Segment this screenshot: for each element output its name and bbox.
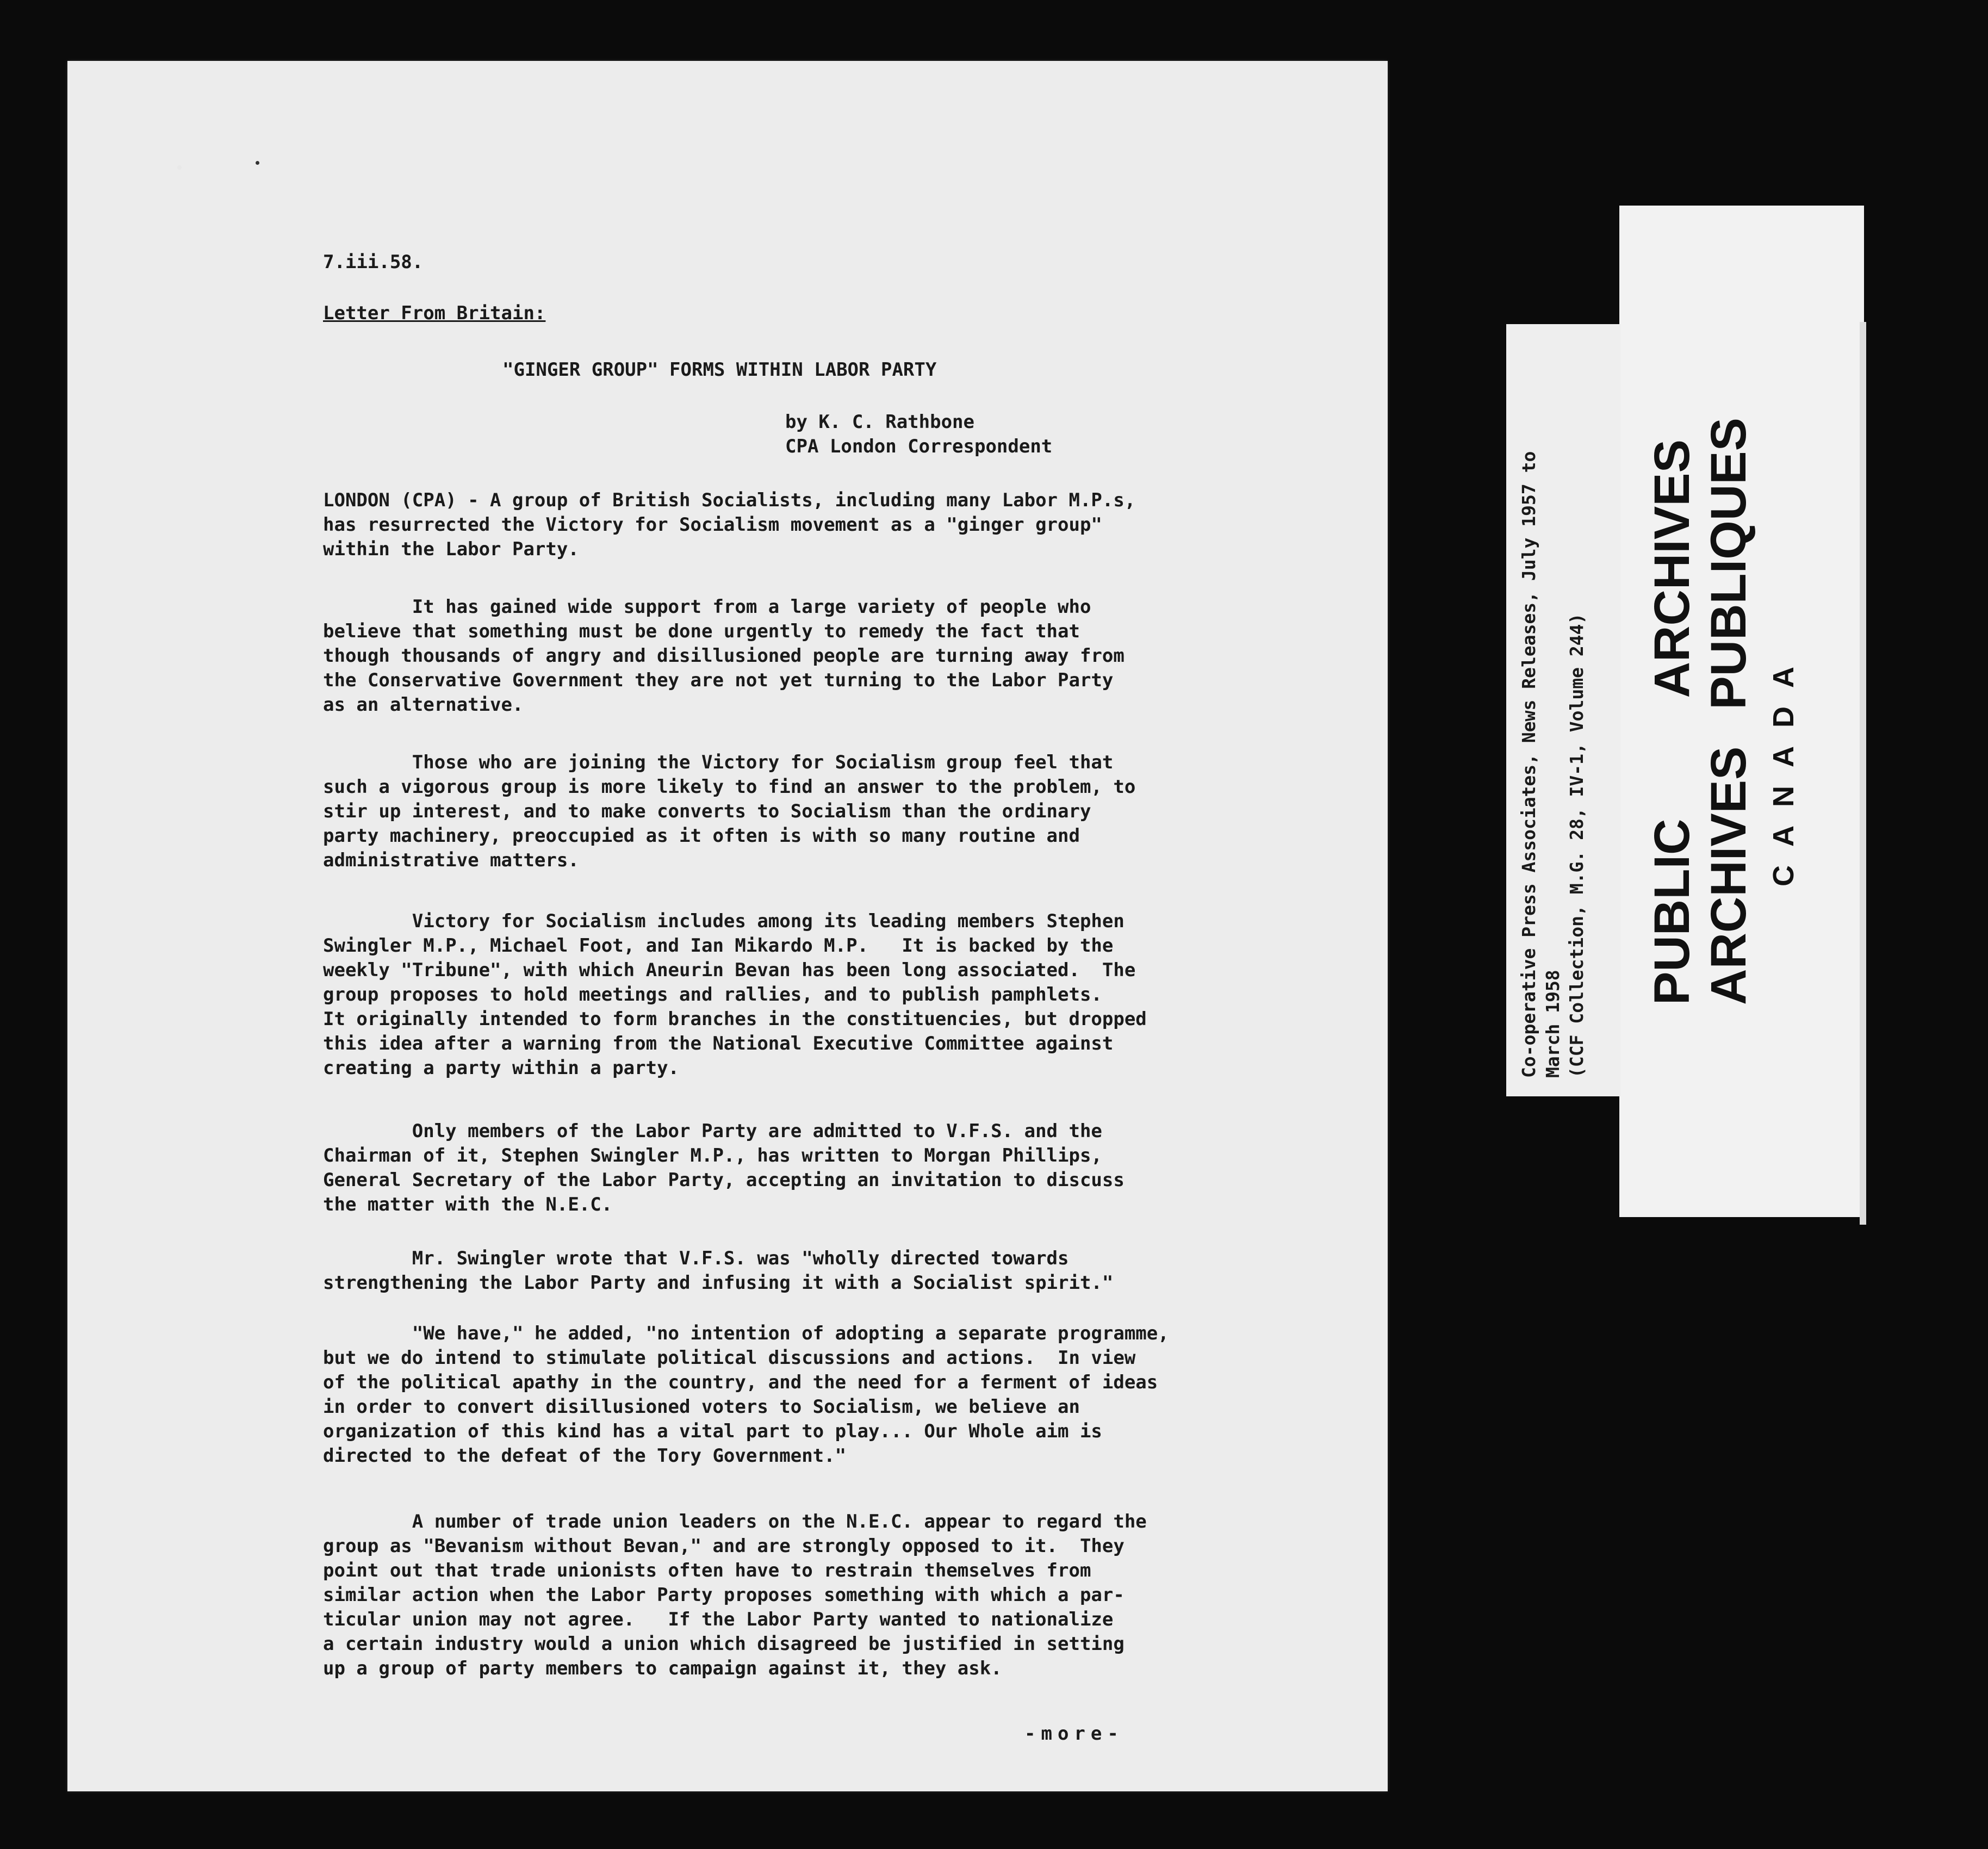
text-line: believe that something must be done urgently to remedy the fact that bbox=[323, 621, 1080, 642]
byline-author: by K. C. Rathbone bbox=[785, 411, 974, 433]
text-line: group proposes to hold meetings and rallies, and to publish pamphlets. bbox=[323, 984, 1102, 1006]
text-line: though thousands of angry and disillusioned people are turning away from bbox=[323, 645, 1125, 667]
archive-label-card bbox=[1619, 206, 1864, 1217]
text-line: creating a party within a party. bbox=[323, 1057, 680, 1079]
text-line: group as "Bevanism without Bevan," and are strongly opposed to it. They bbox=[323, 1535, 1125, 1557]
text-line: the Conservative Government they are not yet turning to the Labor Party bbox=[323, 669, 1114, 691]
text-line: Those who are joining the Victory for Socialism group feel that bbox=[323, 752, 1114, 773]
text-line: Chairman of it, Stephen Swingler M.P., has written to Morgan Phillips, bbox=[323, 1145, 1102, 1167]
archives-stamp bbox=[1644, 407, 1840, 1005]
paragraph-4 bbox=[323, 909, 1147, 1081]
article-title: "GINGER GROUP" FORMS WITHIN LABOR PARTY bbox=[502, 359, 937, 381]
dust-speck bbox=[256, 161, 259, 165]
document-page bbox=[67, 61, 1388, 1791]
citation-text bbox=[1506, 324, 1620, 1096]
text-line: Only members of the Labor Party are admitted to V.F.S. and the bbox=[323, 1120, 1102, 1142]
stamp-word: ARCHIVES bbox=[1701, 746, 1756, 1005]
text-line: of the political apathy in the country, and the need for a ferment of ideas bbox=[323, 1372, 1158, 1393]
text-line: the matter with the N.E.C. bbox=[323, 1194, 613, 1215]
stamp-word: ARCHIVES bbox=[1644, 439, 1700, 698]
text-line: LONDON (CPA) - A group of British Socialists, including many Labor M.P.s, bbox=[323, 489, 1136, 511]
stamp-word: PUBLIC bbox=[1644, 818, 1700, 1005]
text-line: as an alternative. bbox=[323, 694, 524, 716]
citation-label bbox=[1506, 324, 1620, 1096]
label-card-edge bbox=[1860, 322, 1866, 1225]
stamp-country: CANADA bbox=[1767, 648, 1800, 886]
citation-line: March 1958 bbox=[1542, 970, 1563, 1078]
section-heading: Letter From Britain: bbox=[323, 302, 546, 324]
text-line: weekly "Tribune", with which Aneurin Bevan has been long associated. The bbox=[323, 959, 1136, 981]
text-line: has resurrected the Victory for Socialism movement as a "ginger group" bbox=[323, 514, 1102, 536]
paragraph-3 bbox=[323, 750, 1135, 873]
text-line: A number of trade union leaders on the N.E.C. appear to regard the bbox=[323, 1511, 1147, 1532]
paragraph-7 bbox=[323, 1321, 1169, 1468]
text-line: in order to convert disillusioned voters to Socialism, we believe an bbox=[323, 1396, 1080, 1418]
text-line: directed to the defeat of the Tory Government." bbox=[323, 1445, 847, 1467]
document-date: 7.iii.58. bbox=[323, 251, 424, 273]
stamp-row-1 bbox=[1644, 439, 1700, 1005]
paragraph-2 bbox=[323, 595, 1125, 717]
text-line: Victory for Socialism includes among its leading members Stephen bbox=[323, 910, 1125, 932]
text-line: Mr. Swingler wrote that V.F.S. was "wholly directed towards bbox=[323, 1248, 1069, 1269]
stamp-word: PUBLIQUES bbox=[1701, 418, 1756, 710]
text-line: "We have," he added, "no intention of adopting a separate programme, bbox=[323, 1323, 1169, 1344]
byline bbox=[785, 410, 1052, 459]
text-line: up a group of party members to campaign against it, they ask. bbox=[323, 1658, 1002, 1679]
text-line: administrative matters. bbox=[323, 849, 579, 871]
text-line: ticular union may not agree. If the Labor Party wanted to nationalize bbox=[323, 1609, 1114, 1630]
paragraph-8 bbox=[323, 1510, 1147, 1681]
citation-line: (CCF Collection, M.G. 28, IV-1, Volume 244) bbox=[1566, 613, 1587, 1078]
text-line: strengthening the Labor Party and infusing it with a Socialist spirit." bbox=[323, 1272, 1114, 1294]
text-line: similar action when the Labor Party proposes something with which a par- bbox=[323, 1584, 1125, 1606]
dust-speck bbox=[177, 165, 182, 170]
text-line: a certain industry would a union which disagreed be justified in setting bbox=[323, 1633, 1125, 1655]
text-line: party machinery, preoccupied as it often is with so many routine and bbox=[323, 825, 1080, 847]
citation-line: Co-operative Press Associates, News Releases, July 1957 to bbox=[1518, 451, 1539, 1078]
text-line: but we do intend to stimulate political discussions and actions. In view bbox=[323, 1347, 1136, 1369]
text-line: within the Labor Party. bbox=[323, 538, 579, 560]
text-line: It originally intended to form branches in the constituencies, but dropped bbox=[323, 1008, 1147, 1030]
paragraph-6 bbox=[323, 1246, 1113, 1295]
text-line: such a vigorous group is more likely to find an answer to the problem, to bbox=[323, 776, 1136, 798]
text-line: stir up interest, and to make converts to Socialism than the ordinary bbox=[323, 801, 1091, 822]
paragraph-5 bbox=[323, 1119, 1125, 1217]
text-line: this idea after a warning from the National Executive Committee against bbox=[323, 1033, 1114, 1054]
stamp-row-2 bbox=[1700, 418, 1757, 1005]
text-line: Swingler M.P., Michael Foot, and Ian Mikardo M.P. It is backed by the bbox=[323, 935, 1114, 957]
text-line: It has gained wide support from a large variety of people who bbox=[323, 596, 1091, 618]
continued-marker: -more- bbox=[1024, 1723, 1124, 1745]
paragraph-1 bbox=[323, 488, 1135, 562]
byline-role: CPA London Correspondent bbox=[785, 436, 1053, 457]
text-line: General Secretary of the Labor Party, accepting an invitation to discuss bbox=[323, 1169, 1125, 1191]
text-line: organization of this kind has a vital part to play... Our Whole aim is bbox=[323, 1420, 1102, 1442]
text-line: point out that trade unionists often have to restrain themselves from bbox=[323, 1560, 1091, 1581]
